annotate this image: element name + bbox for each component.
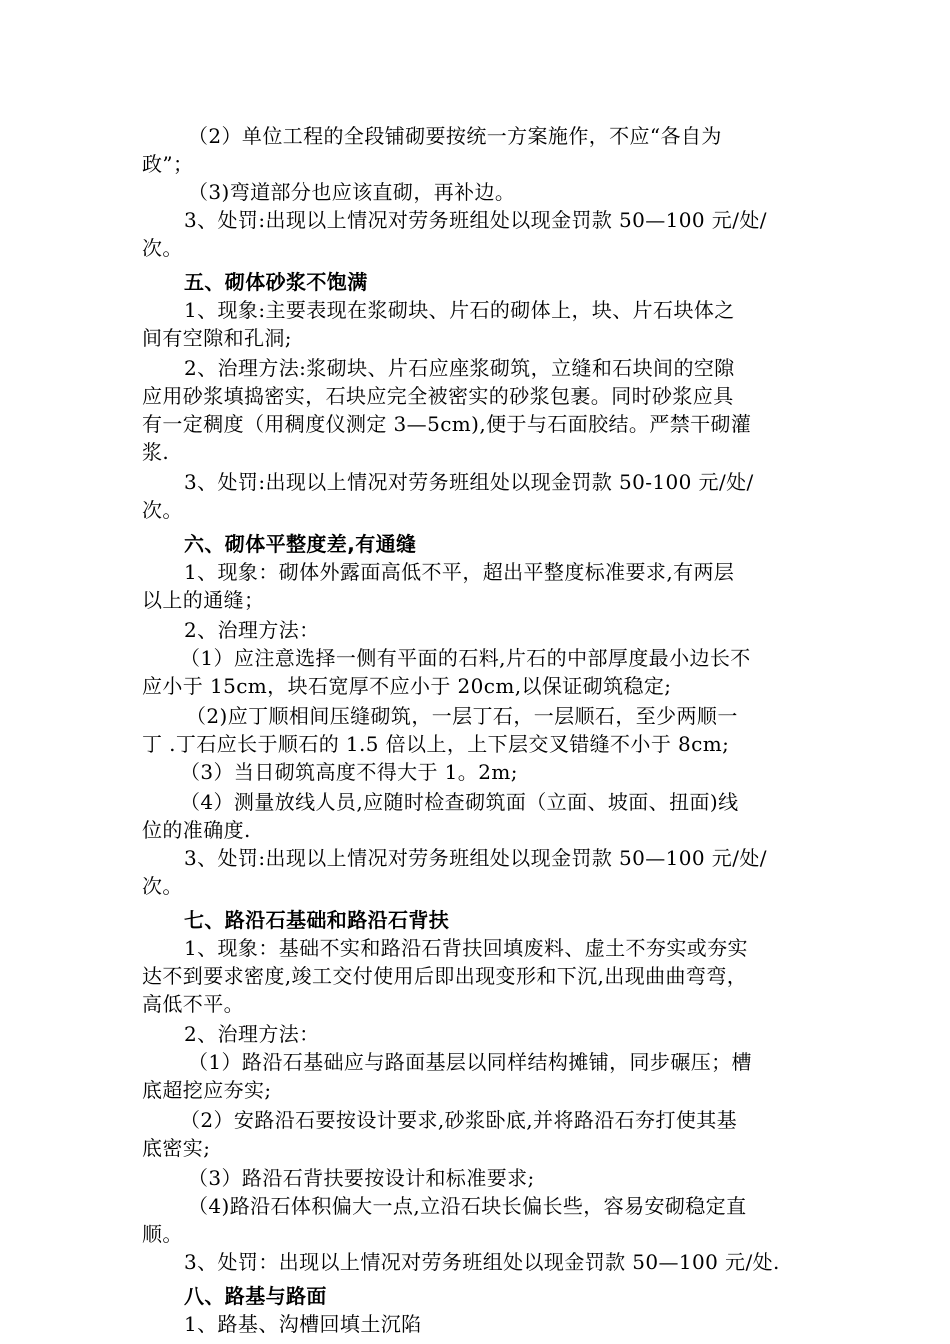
paragraph-line: 底密实; [142, 1136, 211, 1160]
paragraph-line: 间有空隙和孔洞; [142, 326, 292, 350]
paragraph-line: （2)应丁顺相间压缝砌筑，一层丁石，一层顺石，至少两顺一 [186, 704, 738, 728]
paragraph-line: （3）当日砌筑高度不得大于 1。2m; [180, 760, 518, 784]
paragraph-line: 浆. [142, 440, 170, 464]
paragraph-line: 1、现象:主要表现在浆砌块、片石的砌体上，块、片石块体之 [184, 298, 735, 322]
paragraph-line: 3、处罚:出现以上情况对劳务班组处以现金罚款 50—100 元/处/ [184, 208, 767, 232]
section-heading: 五、砌体砂浆不饱满 [184, 270, 368, 294]
paragraph-line: 位的准确度. [142, 818, 251, 842]
paragraph-line: 3、处罚：出现以上情况对劳务班组处以现金罚款 50—100 元/处. [184, 1250, 780, 1274]
paragraph-line: （3）路沿石背扶要按设计和标准要求; [188, 1166, 535, 1190]
paragraph-line: 底超挖应夯实; [142, 1078, 272, 1102]
paragraph-line: 达不到要求密度,竣工交付使用后即出现变形和下沉,出现曲曲弯弯， [142, 964, 748, 988]
paragraph-line: 次。 [142, 498, 183, 522]
paragraph-line: 2、治理方法:浆砌块、片石应座浆砌筑，立缝和石块间的空隙 [184, 356, 735, 380]
paragraph-line: 次。 [142, 236, 183, 260]
paragraph-line: （1）路沿石基础应与路面基层以同样结构摊铺，同步碾压；槽 [188, 1050, 752, 1074]
paragraph-line: （2）安路沿石要按设计要求,砂浆卧底,并将路沿石夯打使其基 [180, 1108, 738, 1132]
paragraph-line: （4）测量放线人员,应随时检查砌筑面（立面、坡面、扭面)线 [180, 790, 739, 814]
paragraph-line: （2）单位工程的全段铺砌要按统一方案施作，不应“各自为 [188, 124, 722, 148]
paragraph-line: （3)弯道部分也应该直砌，再补边。 [188, 180, 516, 204]
paragraph-line: 丁 .丁石应长于顺石的 1.5 倍以上，上下层交叉错缝不小于 8cm; [142, 732, 730, 756]
paragraph-line: （4)路沿石体积偏大一点,立沿石块长偏长些，容易安砌稳定直 [188, 1194, 747, 1218]
paragraph-line: 次。 [142, 874, 183, 898]
paragraph-line: 2、治理方法： [184, 1022, 320, 1046]
paragraph-line: 应小于 15cm，块石宽厚不应小于 20cm,以保证砌筑稳定; [142, 674, 672, 698]
paragraph-line: 顺。 [142, 1222, 183, 1246]
paragraph-line: 政”； [142, 152, 194, 176]
paragraph-line: 1、现象：砌体外露面高低不平，超出平整度标准要求,有两层 [184, 560, 735, 584]
section-heading: 八、路基与路面 [184, 1284, 327, 1308]
section-heading: 六、砌体平整度差,有通缝 [184, 532, 417, 556]
paragraph-line: （1）应注意选择一侧有平面的石料,片石的中部厚度最小边长不 [180, 646, 751, 670]
paragraph-line: 以上的通缝； [142, 588, 265, 612]
section-heading: 七、路沿石基础和路沿石背扶 [184, 908, 450, 932]
paragraph-line: 3、处罚:出现以上情况对劳务班组处以现金罚款 50—100 元/处/ [184, 846, 767, 870]
paragraph-line: 1、路基、沟槽回填土沉陷 [184, 1312, 422, 1336]
paragraph-line: 高低不平。 [142, 992, 244, 1016]
paragraph-line: 2、治理方法： [184, 618, 320, 642]
paragraph-line: 应用砂浆填捣密实，石块应完全被密实的砂浆包裹。同时砂浆应具 [142, 384, 734, 408]
paragraph-line: 3、处罚:出现以上情况对劳务班组处以现金罚款 50-100 元/处/ [184, 470, 754, 494]
paragraph-line: 1、现象：基础不实和路沿石背扶回填废料、虚土不夯实或夯实 [184, 936, 748, 960]
paragraph-line: 有一定稠度（用稠度仪测定 3—5cm),便于与石面胶结。严禁干砌灌 [142, 412, 752, 436]
